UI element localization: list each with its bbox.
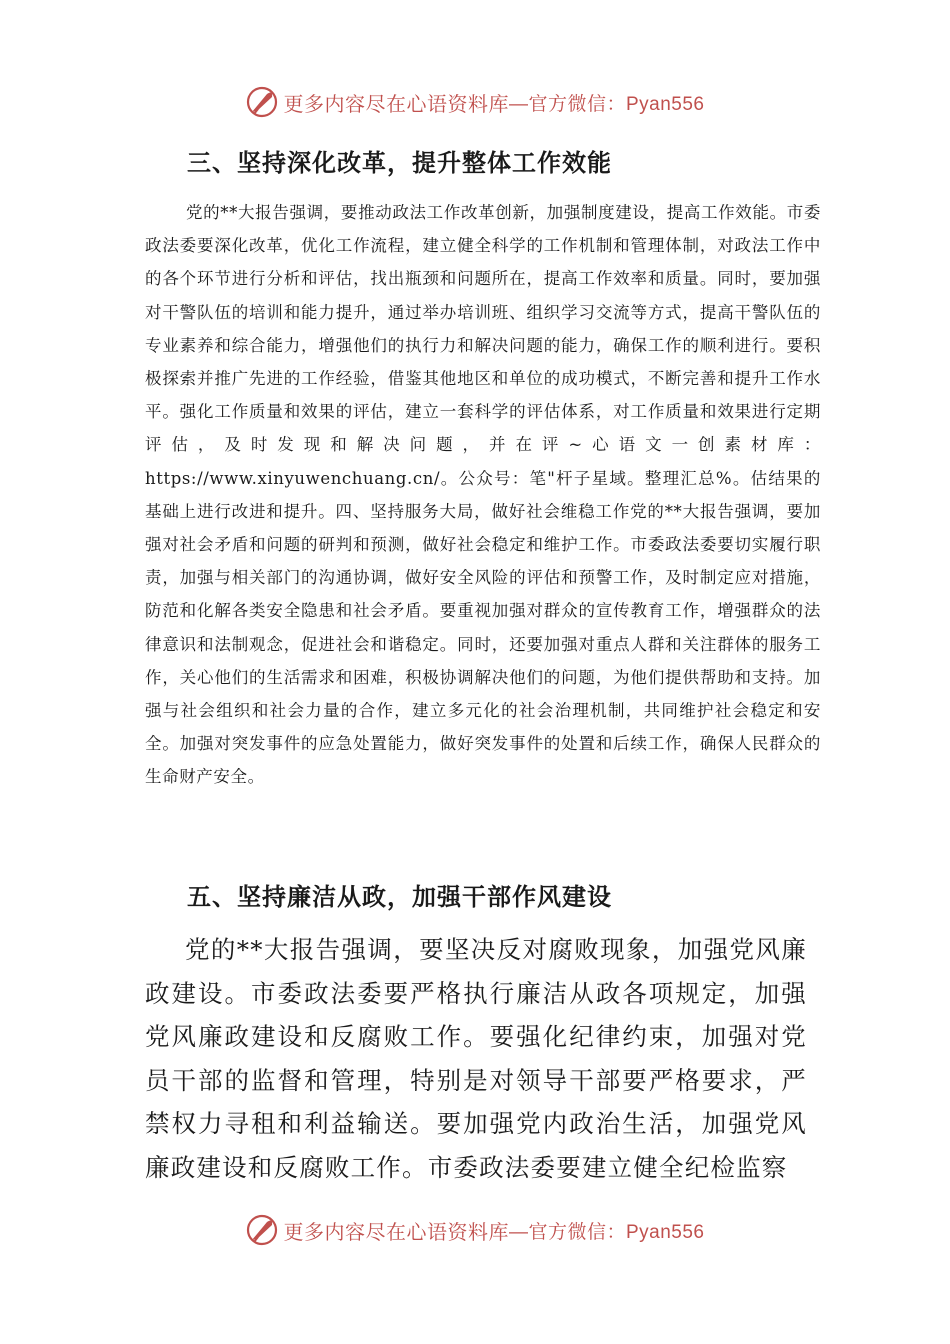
banner-contact-text: —官方微信：Pyan556 [508, 1221, 705, 1243]
quill-logo-icon [245, 85, 279, 119]
banner-contact-text: —官方微信：Pyan556 [508, 93, 705, 115]
banner-brand-text: 更多内容尽在心语资料库 [283, 1219, 509, 1244]
quill-logo-icon [245, 1213, 279, 1247]
banner-brand-text: 更多内容尽在心语资料库 [283, 91, 509, 116]
section-body-3: 党的**大报告强调，要推动政法工作改革创新，加强制度建设，提高工作效能。市委政法委要深化改革，优化工作流程，建立健全科学的工作机制和管理体制，对政法工作中的各个环节进行分析和评估，找出瓶颈和问题所在，提高工作效率和质量。同时，要加强对干警队伍的培训和能力提升，通过举办培训班、组织学习交流等方式，提高干警队伍的专业素养和综合能力，增强他们的执行力和解决问题的能力，确保工作的顺利进行。要积极探索并推广先进的工作经验，借鉴其他地区和单位的成功模式，不断完善和提升工作水平。强化工作质量和效果的评估，建立一套科学的评估体系，对工作质量和效果进行定期评估，及时发现和解决问题，并在评~心语文一创素材库：https://www.xinyuwenchuang.cn/。公众号：笔"杆子星域。整理汇总%。估结果的基础上进行改进和提升。四、坚持服务大局，做好社会维稳工作党的**大报告强调，要加强对社会矛盾和问题的研判和预测，做好社会稳定和维护工作。市委政法委要切实履行职责，加强与相关部门的沟通协调，做好安全风险的评估和预警工作，及时制定应对措施，防范和化解各类安全隐患和社会矛盾。要重视加强对群众的宣传教育工作，增强群众的法律意识和法制观念，促进社会和谐稳定。同时，还要加强对重点人群和关注群体的服务工作，关心他们的生活需求和困难，积极协调解决他们的问题，为他们提供帮助和支持。加强与社会组织和社会力量的合作，建立多元化的社会治理机制，共同维护社会稳定和安全。加强对突发事件的应急处置能力，做好突发事件的处置和后续工作，确保人民群众的生命财产安全。 [145, 203, 821, 787]
header-watermark-banner [0, 82, 950, 122]
footer-watermark-banner [0, 1210, 950, 1250]
section-body-5: 党的**大报告强调，要坚决反对腐败现象，加强党风廉政建设。市委政法委要严格执行廉洁从政各项规定，加强党风廉政建设和反腐败工作。要强化纪律约束，加强对党员干部的监督和管理，特别是对领导干部要严格要求，严禁权力寻租和利益输送。要加强党内政治生活，加强党风廉政建设和反腐败工作。市委政法委要建立健全纪检监察 [145, 935, 807, 1182]
section-heading-5: 五、坚持廉洁从政，加强干部作风建设 [187, 883, 612, 911]
section-heading-3: 三、坚持深化改革，提升整体工作效能 [187, 149, 612, 177]
